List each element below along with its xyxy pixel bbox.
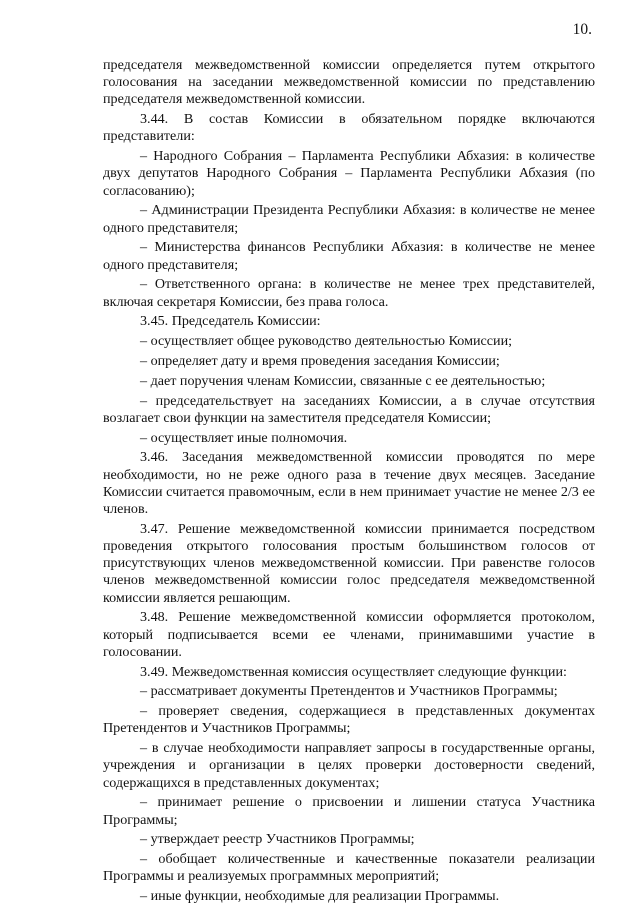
clause-3-46: 3.46. Заседания межведомственной комиссии проводятся по мере необходимости, но не реже одного раза в течение двух месяцев. Заседание Комиссии считается правомочным, если в нем принимает участие не менее 2/3 ее членов. [103,449,595,517]
page-number: 10. [572,21,592,38]
clause-3-49: 3.49. Межведомственная комиссия осуществляет следующие функции: [140,663,567,680]
document-body [103,57,595,908]
clause-3-45: 3.45. Председатель Комиссии: [140,313,321,330]
list-item: – осуществляет общее руководство деятельностью Комиссии; [140,333,513,350]
list-item: – в случае необходимости направляет запросы в государственные органы, учреждения и организации в целях проверки достоверности сведений, содержащихся в представленных документах; [103,740,595,791]
list-item: – Администрации Президента Республики Абхазия: в количестве не менее одного представителя; [103,202,595,236]
list-item: – Народного Собрания – Парламента Республики Абхазия: в количестве двух депутатов Народного Собрания – Парламента Республики Абхазия (по согласованию); [103,148,595,199]
list-item: – иные функции, необходимые для реализации Программы. [140,888,500,905]
list-item: – рассматривает документы Претендентов и Участников Программы; [140,683,558,700]
list-item: – проверяет сведения, содержащиеся в представленных документах Претендентов и Участников Программы; [103,703,595,737]
list-item: – утверждает реестр Участников Программы; [140,831,415,848]
list-item: – Ответственного органа: в количестве не менее трех представителей, включая секретаря Комиссии, без права голоса. [103,276,595,310]
list-item: – Министерства финансов Республики Абхазия: в количестве не менее одного представителя; [103,239,595,273]
clause-3-44: 3.44. В состав Комиссии в обязательном порядке включаются представители: [103,111,595,145]
list-item: – дает поручения членам Комиссии, связанные с ее деятельностью; [140,372,546,389]
list-item: – председательствует на заседаниях Комиссии, а в случае отсутствия возлагает свои функции на заместителя председателя Комиссии; [103,392,595,426]
list-item: – определяет дату и время проведения заседания Комиссии; [140,353,500,369]
list-item: – осуществляет иные полномочия. [140,429,348,446]
clause-3-48: 3.48. Решение межведомственной комиссии оформляется протоколом, который подписывается всеми ее членами, принимавшими участие в голосовании. [103,609,595,660]
paragraph-continuation: председателя межведомственной комиссии определяется путем открытого голосования на заседании межведомственной комиссии по представлению председателя межведомственной комиссии. [103,57,595,108]
list-item: – обобщает количественные и качественные показатели реализации Программы и реализуемых программных мероприятий; [103,851,595,885]
list-item: – принимает решение о присвоении и лишении статуса Участника Программы; [103,794,595,828]
clause-3-47: 3.47. Решение межведомственной комиссии принимается посредством проведения открытого голосования простым большинством голосов от присутствующих членов межведомственной комиссии. При равенстве голосов членов межведомственной комиссии голос председателя межведомственной комиссии является решающим. [103,520,595,606]
